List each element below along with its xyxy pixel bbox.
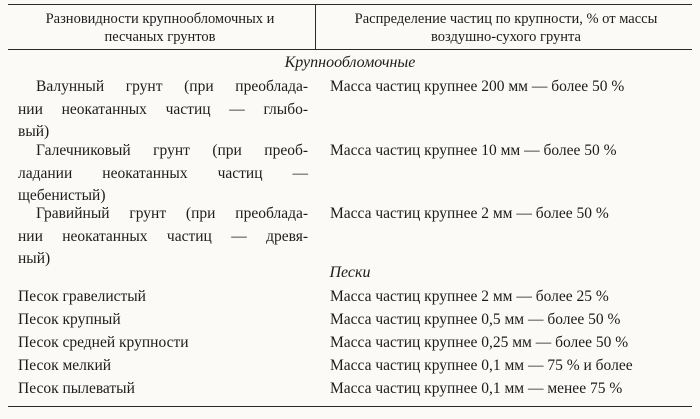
table-row-boulder-distribution: Масса частиц крупнее 200 мм — более 50 % [330,78,625,95]
header-bottom-rule [8,49,692,50]
row-name-line: щебенистый) [18,187,106,204]
table-bottom-rule [8,406,692,407]
table-row-name: Песок гравелистый [18,288,146,305]
row-name-line: Гравийный грунт (при преоблада- [36,205,308,222]
table-row-name: Песок пылеватый [18,380,135,397]
row-name-line: ный) [18,250,51,267]
row-name-line: Валунный грунт (при преоблада- [36,78,308,95]
header-column-divider [315,4,316,49]
column-header-soil-types: Разновидности крупнообломочных и песчаных грунтов [45,11,275,45]
table-top-rule [8,4,692,5]
table-row-boulder-name [18,76,308,144]
table-row-name: Песок средней крупности [18,334,189,351]
row-name-line: Галечниковый грунт (при преоб- [36,142,308,159]
table-row-distribution: Масса частиц крупнее 0,25 мм — более 50 % [330,334,629,351]
section-title-coarse: Крупнообломочные [284,54,416,71]
table-row-pebble-name [18,140,308,208]
table-row-name: Песок мелкий [18,357,112,374]
column-header-particle-distribution: Распределение частиц по крупности, % от массы воздушно-сухого грунта [354,11,658,45]
row-name-line: ладании неокатанных частиц — [18,164,308,182]
table-row-name: Песок крупный [18,311,121,328]
table-row-distribution: Масса частиц крупнее 0,1 мм — менее 75 % [330,380,623,397]
section-title-sand: Пески [329,264,371,281]
table-row-distribution: Масса частиц крупнее 0,1 мм — 75 % и более [330,357,633,374]
row-name-line: вый) [18,123,50,140]
table-row-distribution: Масса частиц крупнее 2 мм — более 25 % [330,288,609,305]
table-row-gravel-distribution: Масса частиц крупнее 2 мм — более 50 % [330,205,609,222]
table-row-pebble-distribution: Масса частиц крупнее 10 мм — более 50 % [330,142,617,159]
table-row-gravel-name [18,203,308,271]
table-row-distribution: Масса частиц крупнее 0,5 мм — более 50 % [330,311,621,328]
row-name-line: нии неокатанных частиц — древя- [18,227,308,245]
row-name-line: нии неокатанных частиц — глыбо- [18,100,308,118]
